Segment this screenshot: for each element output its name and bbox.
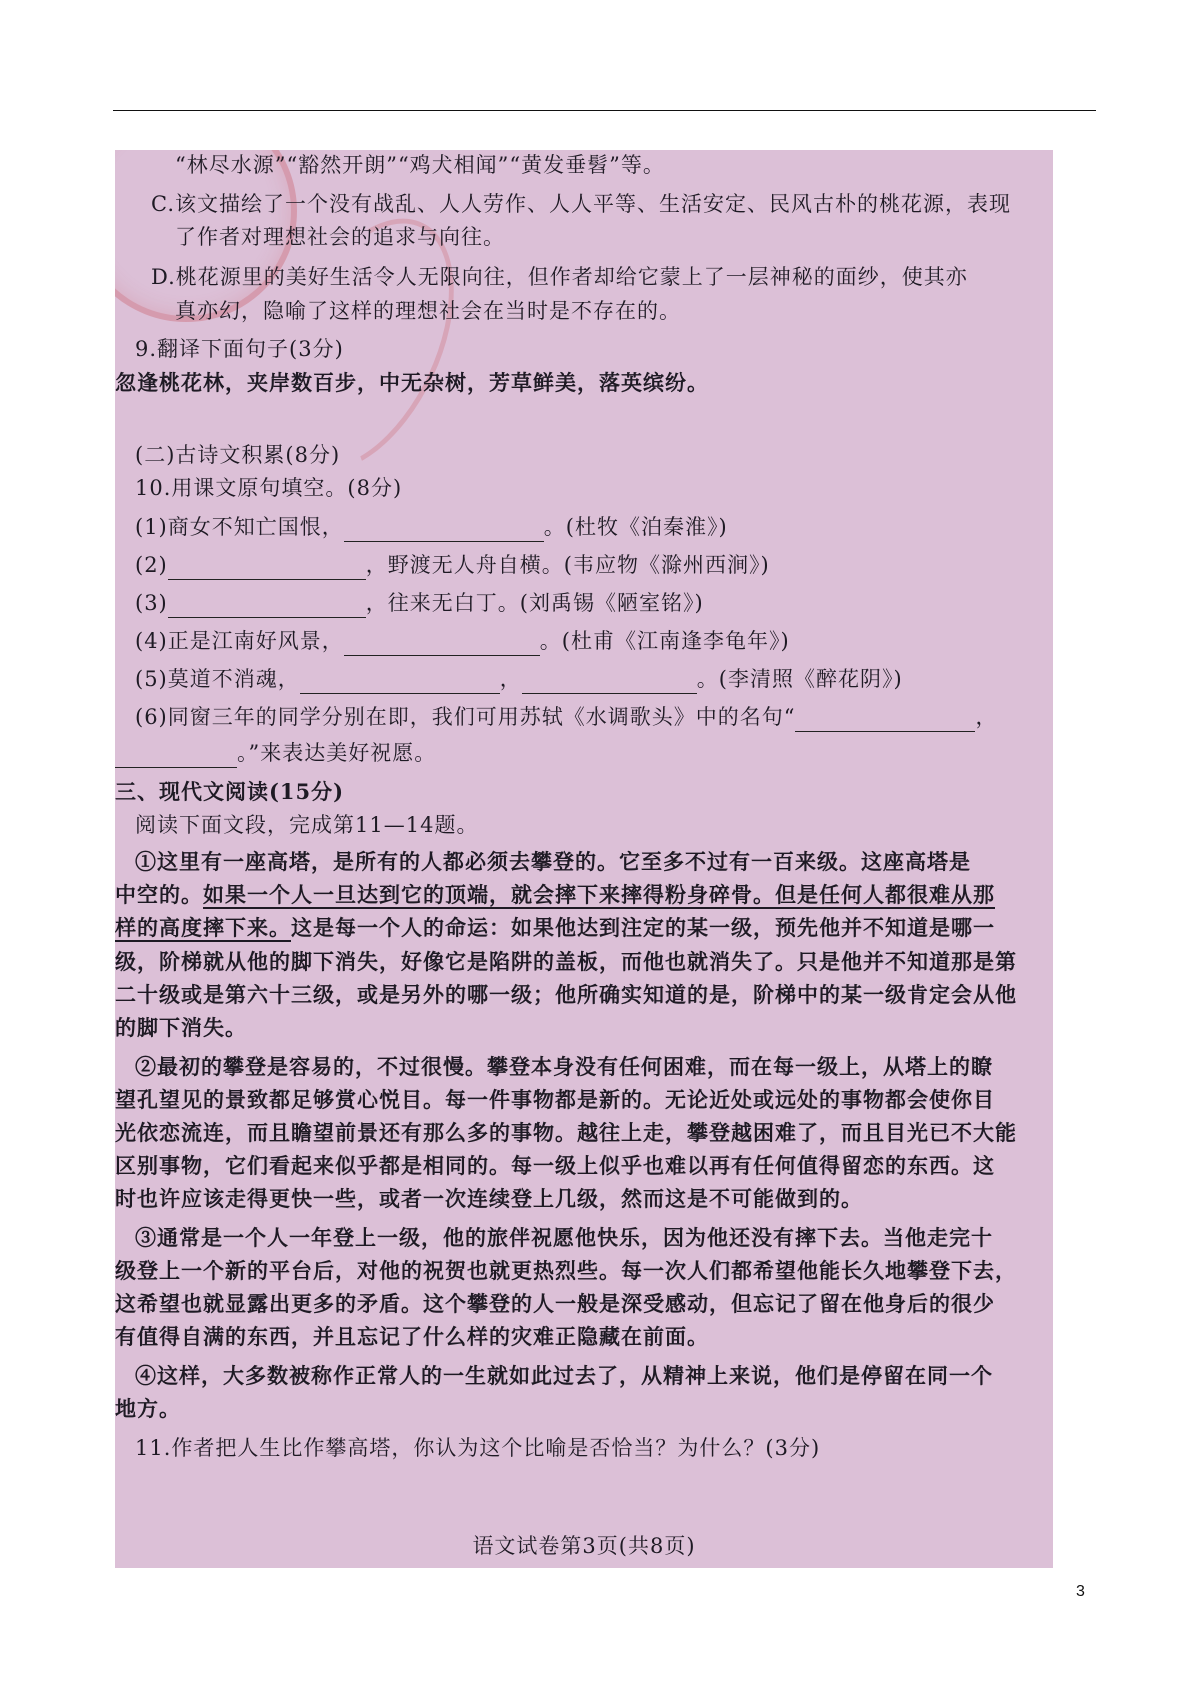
answer-blank[interactable] (168, 595, 366, 618)
exam-page-footer: 语文试卷第3页(共8页) (472, 1534, 696, 1558)
answer-blank[interactable] (168, 557, 366, 580)
paragraph-3-line-3: 这希望也就显露出更多的矛盾。这个攀登的人一般是深受感动，但忘记了留在他身后的很少 (115, 1291, 995, 1316)
fill-item-6: (6)同窗三年的同学分别在即，我们可用苏轼《水调歌头》中的名句“ ， (135, 702, 997, 732)
option-b-continued: “林尽水源”“豁然开朗”“鸡犬相闻”“黄发垂髫”等。 (175, 153, 665, 177)
answer-blank[interactable] (344, 633, 540, 656)
fill-item-1: (1)商女不知亡国恨， 。(杜牧《泊秦淮》) (135, 512, 728, 542)
header-rule (113, 110, 1096, 111)
paragraph-1-line-2: 中空的。如果一个人一旦达到它的顶端，就会摔下来摔得粉身碎骨。但是任何人都很难从那 (115, 882, 995, 907)
fill-item-3: (3) ，往来无白丁。(刘禹锡《陋室铭》) (135, 588, 704, 618)
question-11: 11.作者把人生比作攀高塔，你认为这个比喻是否恰当？为什么？(3分) (135, 1436, 821, 1460)
section-2-title: (二)古诗文积累(8分) (135, 443, 341, 467)
option-c-line-1: C.该文描绘了一个没有战乱、人人劳作、人人平等、生活安定、民风古朴的桃花源，表现 (151, 192, 1011, 216)
reading-instructions: 阅读下面文段，完成第11—14题。 (135, 813, 479, 837)
answer-blank[interactable] (115, 745, 237, 768)
paragraph-1-line-4: 级，阶梯就从他的脚下消失，好像它是陷阱的盖板，而他也就消失了。只是他并不知道那是第 (115, 949, 1017, 974)
paragraph-3-line-4: 有值得自满的东西，并且忘记了什么样的灾难正隐藏在前面。 (115, 1324, 709, 1349)
answer-blank[interactable] (522, 671, 697, 694)
paragraph-2-line-4: 区别事物，它们看起来似乎都是相同的。每一级上似乎也难以再有任何值得留恋的东西。这 (115, 1153, 995, 1178)
option-d-line-1: D.桃花源里的美好生活令人无限向往，但作者却给它蒙上了一层神秘的面纱，使其亦 (151, 265, 968, 289)
answer-blank[interactable] (300, 671, 500, 694)
paragraph-2-line-3: 光依恋流连，而且瞻望前景还有那么多的事物。越往上走，攀登越困难了，而且目光已不大能 (115, 1120, 1017, 1145)
paragraph-1-line-6: 的脚下消失。 (115, 1015, 247, 1040)
paragraph-3-line-1: ③通常是一个人一年登上一级，他的旅伴祝愿他快乐，因为他还没有摔下去。当他走完十 (135, 1225, 993, 1250)
option-c-line-2: 了作者对理想社会的追求与向往。 (175, 225, 505, 249)
page-number: 3 (1076, 1583, 1085, 1600)
paragraph-3-line-2: 级登上一个新的平台后，对他的祝贺也就更热烈些。每一次人们都希望他能长久地攀登下去， (115, 1258, 1017, 1283)
underlined-sentence: 如果一个人一旦达到它的顶端，就会摔下来摔得粉身碎骨。但是任何人都很难从那 (203, 882, 995, 907)
paragraph-1-line-5: 二十级或是第六十三级，或是另外的哪一级；他所确实知道的是，阶梯中的某一级肯定会从他 (115, 982, 1017, 1007)
paragraph-2-line-5: 时也许应该走得更快一些，或者一次连续登上几级，然而这是不可能做到的。 (115, 1186, 863, 1211)
option-d-line-2: 真亦幻，隐喻了这样的理想社会在当时是不存在的。 (175, 299, 681, 323)
paragraph-2-line-1: ②最初的攀登是容易的，不过很慢。攀登本身没有任何困难，而在每一级上，从塔上的瞭 (135, 1054, 993, 1079)
fill-item-4: (4)正是江南好风景， 。(杜甫《江南逢李龟年》) (135, 626, 790, 656)
question-10-title: 10.用课文原句填空。(8分) (135, 476, 403, 500)
scanned-exam-page (115, 150, 1053, 1568)
fill-item-2: (2) ，野渡无人舟自横。(韦应物《滁州西涧》) (135, 550, 770, 580)
paragraph-4-line-1: ④这样，大多数被称作正常人的一生就如此过去了，从精神上来说，他们是停留在同一个 (135, 1363, 993, 1388)
fill-item-6-continued: 。”来表达美好祝愿。 (115, 738, 436, 768)
question-9-title: 9.翻译下面句子(3分) (135, 337, 344, 361)
paragraph-1-line-3: 样的高度摔下来。这是每一个人的命运：如果他达到注定的某一级，预先他并不知道是哪一 (115, 915, 995, 940)
answer-blank[interactable] (344, 519, 544, 542)
question-9-sentence: 忽逢桃花林，夹岸数百步，中无杂树，芳草鲜美，落英缤纷。 (115, 370, 709, 395)
paragraph-2-line-2: 望孔望见的景致都足够赏心悦目。每一件事物都是新的。无论近处或远处的事物都会使你目 (115, 1087, 995, 1112)
fill-item-5: (5)莫道不消魂， ， 。(李清照《醉花阴》) (135, 664, 903, 694)
paragraph-4-line-2: 地方。 (115, 1396, 181, 1421)
section-3-title: 三、现代文阅读(15分) (115, 779, 345, 804)
underlined-sentence-end: 样的高度摔下来。 (115, 915, 291, 940)
answer-blank[interactable] (795, 709, 975, 732)
paragraph-1-line-1: ①这里有一座高塔，是所有的人都必须去攀登的。它至多不过有一百来级。这座高塔是 (135, 849, 971, 874)
